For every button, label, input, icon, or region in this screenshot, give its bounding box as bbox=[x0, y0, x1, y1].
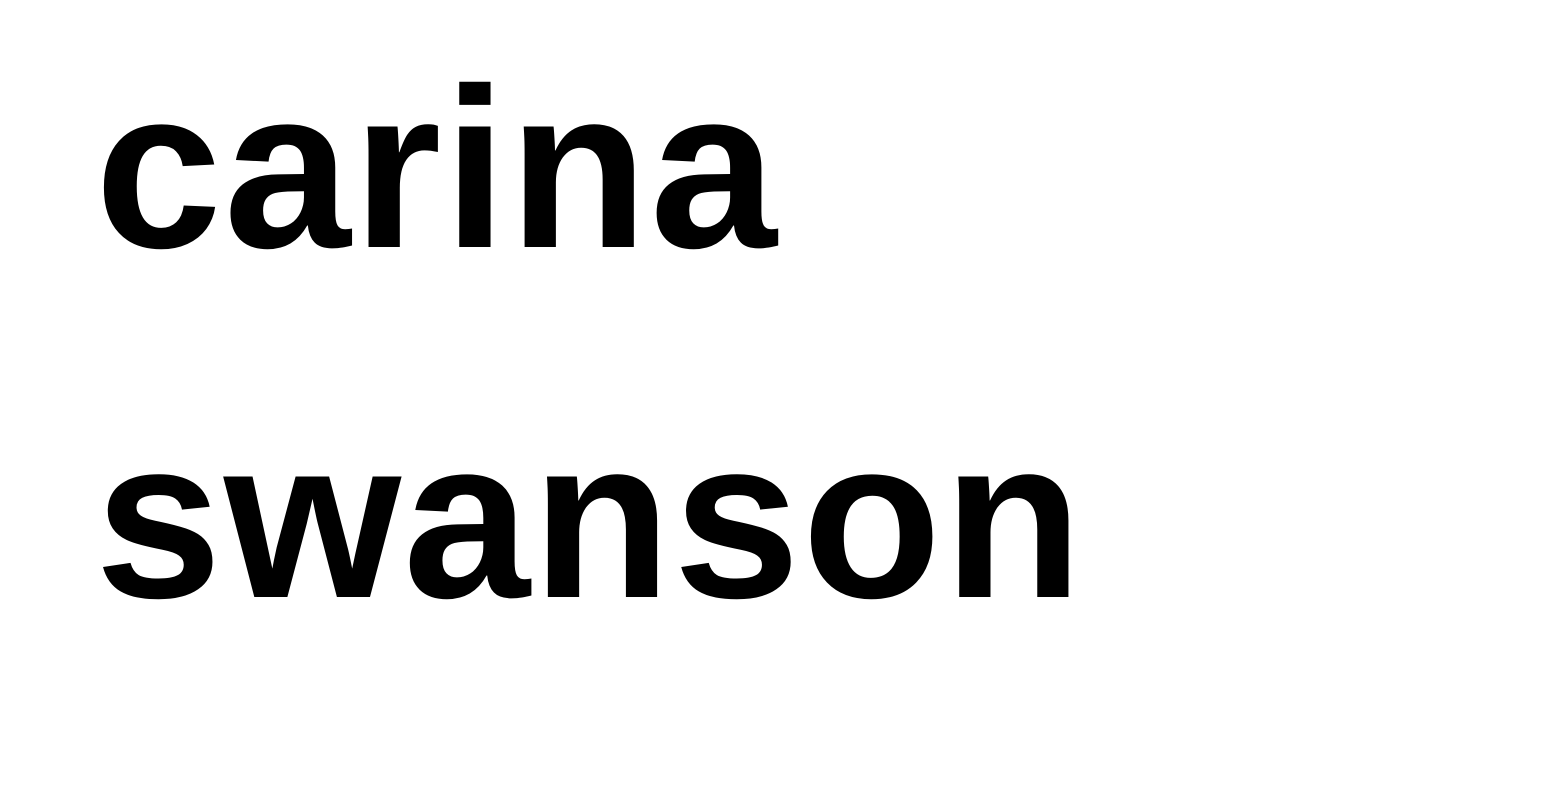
last-name: swanson bbox=[95, 392, 1085, 646]
first-name: carina bbox=[95, 42, 779, 296]
